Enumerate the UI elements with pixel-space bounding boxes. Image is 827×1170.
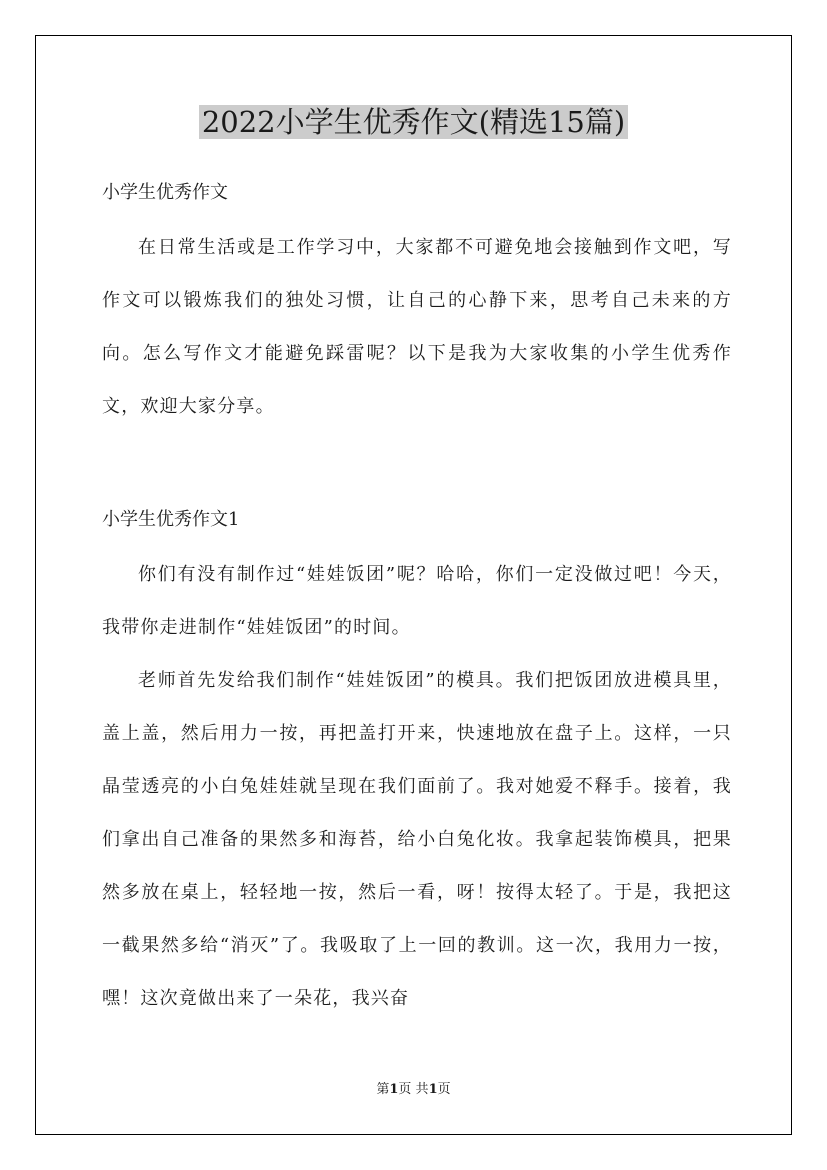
document-title-text: 2022小学生优秀作文(精选15篇) [199, 105, 628, 139]
footer-page-current: 1 [389, 1082, 399, 1097]
essay-1-paragraph-2: 老师首先发给我们制作“娃娃饭团”的模具。我们把饭团放进模具里，盖上盖，然后用力一按，再把盖打开来，快速地放在盘子上。这样，一只晶莹透亮的小白兔娃娃就呈现在我们面前了。我对她爱不释手。接着，我们拿出自己准备的果然多和海苔，给小白兔化妆。我拿起装饰模具，把果然多放在桌上，轻轻地一按，然后一看，呀！按得太轻了。于是，我把这一截果然多给“消灭”了。我吸取了上一回的教训。这一次，我用力一按，嘿！这次竟做出来了一朵花，我兴奋 [102, 670, 732, 1009]
essay-1-heading: 小学生优秀作文1 [102, 509, 240, 530]
essay-1-paragraph-1: 你们有没有制作过“娃娃饭团”呢？哈哈，你们一定没做过吧！今天，我带你走进制作“娃娃饭团”的时间。 [102, 564, 732, 638]
page-footer [0, 1080, 827, 1100]
footer-page-suffix: 页 [437, 1082, 451, 1097]
footer-page-prefix: 第 [376, 1082, 390, 1097]
intro-paragraph: 在日常生活或是工作学习中，大家都不可避免地会接触到作文吧，写作文可以锻炼我们的独处习惯，让自己的心静下来，思考自己未来的方向。怎么写作文才能避免踩雷呢？以下是我为大家收集的小学生优秀作文，欢迎大家分享。 [102, 237, 732, 417]
document-title [0, 100, 827, 144]
footer-page-total: 1 [428, 1082, 438, 1097]
footer-page-mid: 页 共 [398, 1082, 429, 1097]
intro-heading: 小学生优秀作文 [102, 182, 228, 203]
